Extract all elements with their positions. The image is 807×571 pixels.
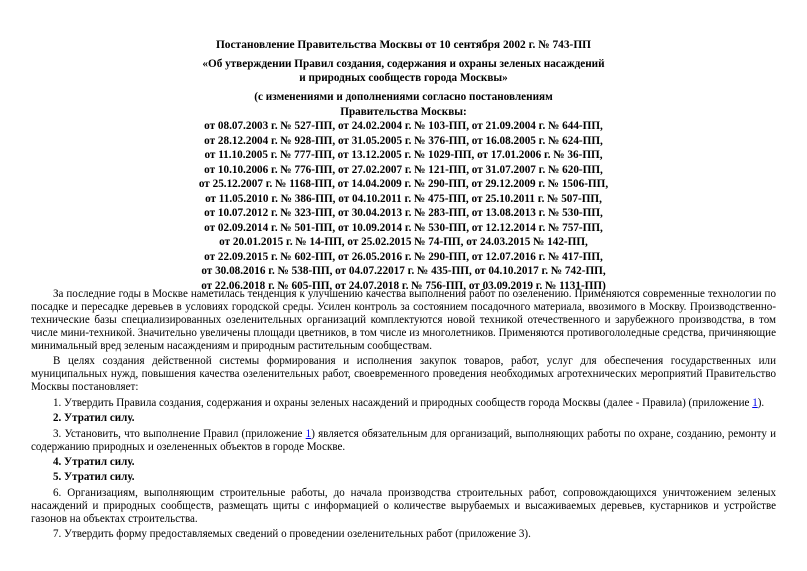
amendments-list xyxy=(31,90,776,293)
item-2 xyxy=(31,412,776,425)
subtitle-line: «Об утверждении Правил создания, содержания и охраны зеленых насаждений xyxy=(202,58,605,70)
amendments-line: от 10.10.2006 г. № 776-ПП, от 27.02.2007 г. № 121-ПП, от 31.07.2007 г. № 620-ПП, xyxy=(204,163,603,176)
amendments-line: от 28.12.2004 г. № 928-ПП, от 31.05.2005 г. № 376-ПП, от 16.08.2005 г. № 624-ПП, xyxy=(204,134,603,147)
item-4-text: 4. Утратил силу. xyxy=(53,455,135,468)
amendments-line: от 08.07.2003 г. № 527-ПП, от 24.02.2004 г. № 103-ПП, от 21.09.2004 г. № 644-ПП, xyxy=(204,120,603,132)
amendments-line: от 20.01.2015 г. № 14-ПП, от 25.02.2015 № 74-ПП, от 24.03.2015 № 142-ПП, xyxy=(219,236,588,248)
item-3-text: 3. Установить, что выполнение Правил (приложение xyxy=(53,427,306,440)
document-subtitle xyxy=(31,57,776,85)
amendments-line: от 30.08.2016 г. № 538-ПП, от 04.07.22017 г. № 435-ПП, от 04.10.2017 г. № 742-ПП, xyxy=(201,265,606,277)
item-5 xyxy=(31,471,776,484)
item-3 xyxy=(31,428,776,454)
amendments-line: от 11.10.2005 г. № 777-ПП, от 13.12.2005 г. № 1029-ПП, от 17.01.2006 г. № 36-ПП, xyxy=(204,149,603,161)
amendments-line: Правительства Москвы: xyxy=(340,105,467,118)
subtitle-line: и природных сообществ города Москвы» xyxy=(299,72,508,84)
item-4 xyxy=(31,456,776,469)
amendments-line: от 10.07.2012 г. № 323-ПП, от 30.04.2013 г. № 283-ПП, от 13.08.2013 г. № 530-ПП, xyxy=(204,207,603,219)
amendments-line: (с изменениями и дополнениями согласно постановлениям xyxy=(254,91,553,103)
amendments-line: от 25.12.2007 г. № 1168-ПП, от 14.04.2009 г. № 290-ПП, от 29.12.2009 г. № 1506-ПП, xyxy=(198,178,609,190)
purpose-paragraph: В целях создания действенной системы формирования и исполнения закупок товаров, работ, услуг для обеспечения государственных или муниципальных нужд, повышения качества озеленительных работ, своевременного проведения необходимых агротехнических мероприятий Правительство Москвы постановляет: xyxy=(31,355,776,394)
intro-paragraph: За последние годы в Москве наметилась тенденция к улучшению качества выполнения работ по озеленению. Применяются современные технологии по посадке и пересадке деревьев в условиях городской среды. Усилен контроль за состоянием посадочного материала, ввозимого в Москву. Производственно-технические базы специализированных озеленительных организаций комплектуются новой техникой отечественного и зарубежного производства, в том числе мини-техникой. Значительно увеличены площади цветников, в том числе из многолетников. Применяются противогололедные средства, причиняющие минимальный вред зеленым насаждениям и природным растительным сообществам. xyxy=(31,288,776,352)
item-7: 7. Утвердить форму предоставляемых сведений о проведении озеленительных работ (приложение 3). xyxy=(53,528,531,541)
item-1-text: 1. Утвердить Правила создания, содержания и охраны зеленых насаждений и природных сообществ города Москвы (далее - Правила) (приложение xyxy=(53,396,753,409)
document-title: Постановление Правительства Москвы от 10 сентября 2002 г. № 743-ПП xyxy=(215,39,592,51)
item-5-text: 5. Утратил силу. xyxy=(53,471,135,484)
document-body xyxy=(31,288,776,544)
amendments-line: от 11.05.2010 г. № 386-ПП, от 04.10.2011 г. № 475-ПП, от 25.10.2011 г. № 507-ПП, xyxy=(205,192,602,205)
item-6: 6. Организациям, выполняющим строительные работы, до начала производства строительных работ, сопровождающихся уничтожением зеленых насаждений и природных сообществ, размещать щиты с информацией о количестве вырубаемых и высаживаемых деревьев, кустарников и устройстве газонов на объектах строительства. xyxy=(31,486,776,525)
appendix-1-link[interactable]: 1 xyxy=(305,427,312,440)
amendments-line: от 22.09.2015 г. № 602-ПП, от 26.05.2016 г. № 290-ПП, от 12.07.2016 г. № 417-ПП, xyxy=(204,250,603,263)
item-3-end: ) является обязательным для организаций, выполняющих работы по охране, созданию, ремонту и содержанию природных и озелененных объектов в городе Москве. xyxy=(31,427,776,453)
item-2-text: 2. Утратил силу. xyxy=(53,412,135,425)
amendments-line: от 22.06.2018 г. № 605-ПП, от 24.07.2018 г. № 756-ПП, от 03.09.2019 г. № 1131-ПП) xyxy=(201,279,606,292)
appendix-1-link[interactable]: 1 xyxy=(752,396,758,409)
amendments-line: от 02.09.2014 г. № 501-ПП, от 10.09.2014 г. № 530-ПП, от 12.12.2014 г. № 757-ПП, xyxy=(204,221,603,234)
item-1 xyxy=(31,397,776,410)
item-1-end: ). xyxy=(757,396,765,409)
